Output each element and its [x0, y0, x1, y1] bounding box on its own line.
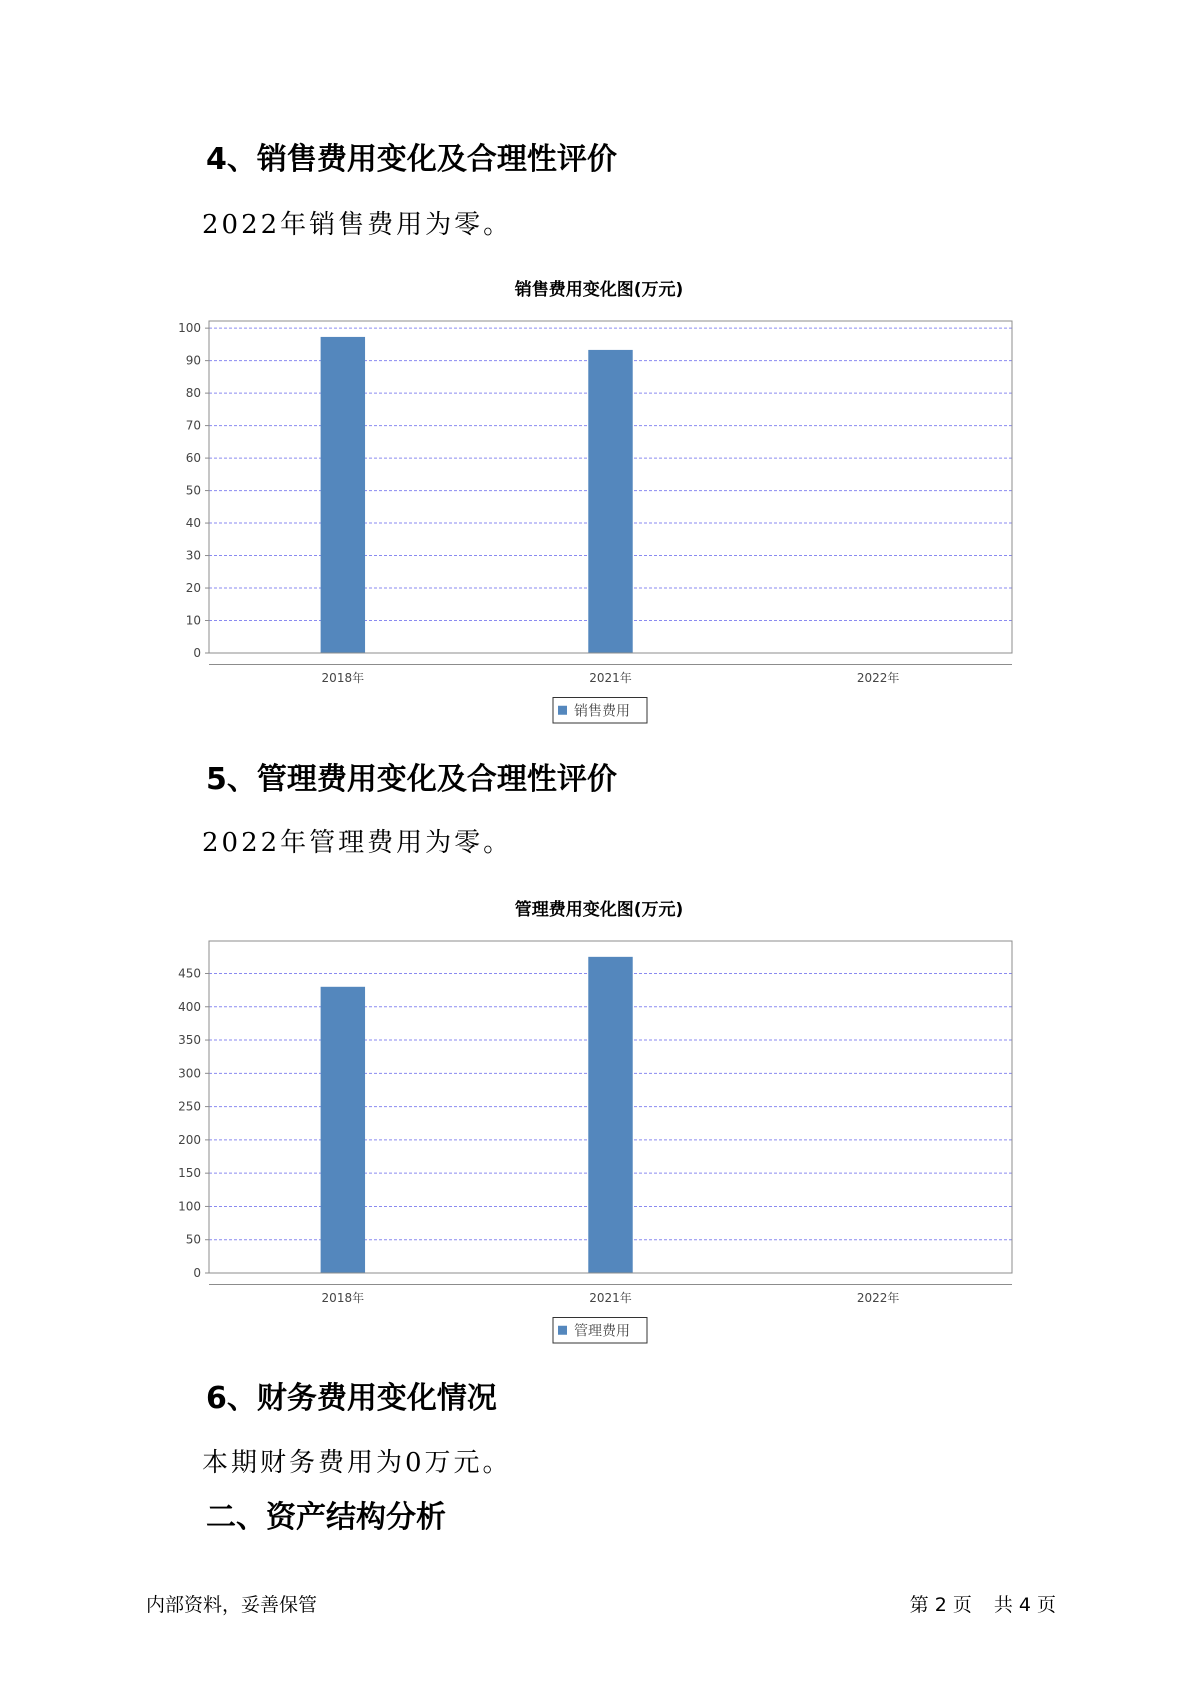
legend — [553, 1318, 647, 1344]
legend — [553, 698, 647, 724]
footer-total-pages: 共 4 页 — [993, 1594, 1056, 1616]
y-tick-label: 450 — [178, 966, 201, 981]
legend-label: 管理费用 — [574, 1323, 630, 1340]
chart-title-admin-expense: 管理费用变化图(万元) — [514, 900, 684, 920]
y-tick-label: 10 — [185, 613, 201, 628]
footer-confidential-note: 内部资料，妥善保管 — [146, 1594, 318, 1616]
section-heading-finance-expense: 6、财务费用变化情况 — [206, 1381, 497, 1416]
y-tick-label: 30 — [185, 548, 201, 563]
legend-label: 销售费用 — [574, 703, 630, 720]
y-tick-label: 90 — [185, 353, 201, 368]
y-tick-label: 300 — [178, 1066, 201, 1081]
y-tick-label: 80 — [185, 386, 201, 401]
x-tick-label: 2022年 — [856, 671, 900, 685]
chart-title-sales-expense: 销售费用变化图(万元) — [514, 280, 684, 300]
bar-2021 — [588, 957, 632, 1273]
x-tick-label: 2018年 — [321, 671, 365, 685]
section-text-admin-expense: 2022年管理费用为零。 — [202, 828, 513, 858]
y-tick-label: 100 — [178, 1199, 201, 1214]
y-tick-label: 60 — [185, 451, 201, 466]
section-heading-sales-expense: 4、销售费用变化及合理性评价 — [206, 142, 617, 177]
y-tick-label: 20 — [185, 581, 201, 596]
y-tick-label: 200 — [178, 1132, 201, 1147]
bar-2018 — [321, 987, 365, 1273]
x-tick-label: 2021年 — [589, 1291, 632, 1305]
section-text-finance-expense: 本期财务费用为0万元。 — [202, 1448, 512, 1478]
y-tick-label: 350 — [178, 1033, 201, 1048]
y-tick-label: 0 — [193, 1266, 201, 1280]
admin-expense-chart — [0, 930, 1191, 1350]
bar-2018 — [321, 337, 365, 653]
y-tick-label: 150 — [178, 1166, 201, 1181]
y-tick-label: 50 — [185, 1232, 201, 1247]
part-heading-asset-structure: 二、资产结构分析 — [206, 1500, 446, 1535]
sales-expense-chart — [0, 310, 1191, 730]
y-tick-label: 50 — [185, 483, 201, 498]
legend-swatch — [558, 1326, 567, 1335]
section-text-sales-expense: 2022年销售费用为零。 — [202, 210, 513, 240]
y-tick-label: 250 — [178, 1099, 201, 1114]
y-tick-label: 100 — [178, 321, 201, 336]
y-tick-label: 400 — [178, 999, 201, 1014]
section-heading-admin-expense: 5、管理费用变化及合理性评价 — [206, 762, 617, 797]
y-tick-label: 0 — [193, 646, 201, 660]
bar-2021 — [588, 350, 632, 653]
y-tick-label: 70 — [185, 418, 201, 433]
footer-page-number — [910, 1592, 1056, 1618]
x-tick-label: 2018年 — [321, 1291, 365, 1305]
y-tick-label: 40 — [185, 516, 201, 531]
x-tick-label: 2022年 — [856, 1291, 900, 1305]
footer-current-page: 第 2 页 — [909, 1594, 972, 1616]
x-tick-label: 2021年 — [589, 671, 632, 685]
legend-swatch — [558, 706, 567, 715]
